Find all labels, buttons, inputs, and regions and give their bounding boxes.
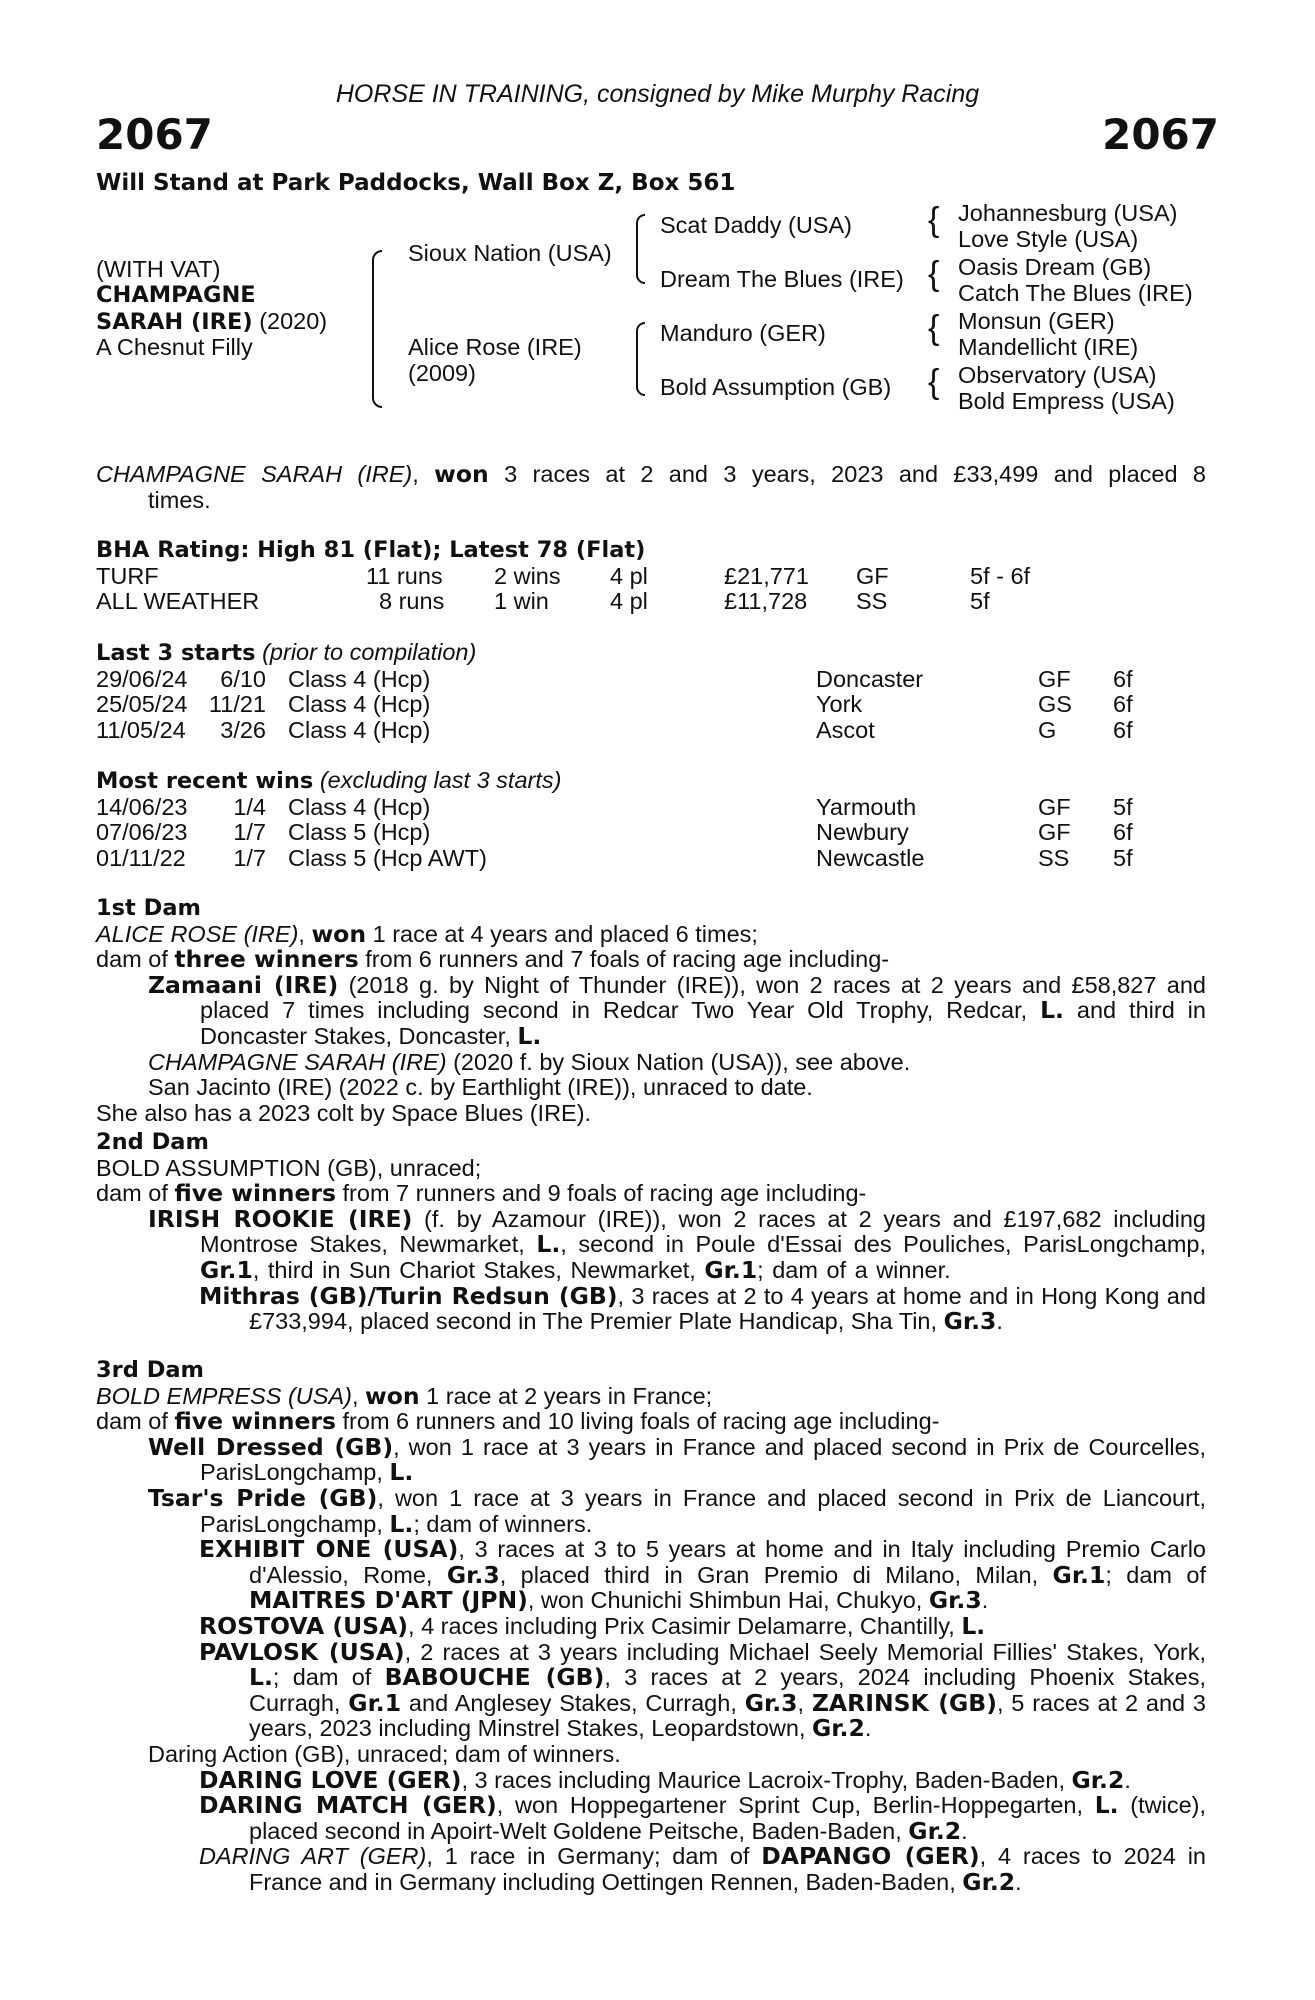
grade: Gr.3 [446,1560,500,1589]
g4-2: Love Style (USA) [958,226,1139,252]
text: . [1015,1868,1022,1895]
bha-surface: ALL WEATHER [96,588,260,615]
dist: 5f [1113,844,1133,871]
course: Doncaster [816,665,924,692]
second-dam-heading: 2nd Dam [96,1129,209,1155]
dist: 6f [1113,691,1133,718]
text: , second in Poule d'Essai des Pouliches, ParisLongchamp, [560,1231,1207,1258]
grade: Gr.1 [704,1255,758,1284]
going: GF [1038,793,1071,820]
bha-going: GF [856,562,889,589]
date: 29/06/24 [96,665,188,692]
grade: Gr.1 [348,1688,402,1717]
g4-8: Bold Empress (USA) [958,388,1175,414]
text: , 4 races to 2024 in France and in Germany including Oettingen Rennen, Baden-Baden, [249,1843,1207,1895]
g4-4: Catch The Blues (IRE) [958,280,1193,306]
brace-gen1 [372,250,382,408]
g4-1: Johannesburg (USA) [958,200,1178,226]
text: , 1 race in Germany; dam of [426,1843,762,1870]
dist: 6f [1113,819,1133,846]
pos: 1/7 [233,819,266,846]
bha-heading: BHA Rating: High 81 (Flat); Latest 78 (Flat) [96,537,646,563]
first-dam-heading: 1st Dam [96,895,201,921]
text: and third in Doncaster Stakes, Doncaster, [200,997,1206,1049]
text: . [864,1715,872,1742]
last3-note: (prior to compilation) [262,639,477,665]
text: , 3 races at 3 to 5 years at home and in Italy including Premio Carlo d'Alessio, Rome, [249,1536,1206,1588]
bha-wins: 1 win [494,588,549,615]
bha-wins: 2 wins [494,562,561,589]
progeny-name: Mithras (GB)/Turin Redsun (GB) [199,1281,618,1310]
grade: Gr.2 [908,1816,962,1845]
dam: Alice Rose (IRE) [408,334,582,360]
course: Yarmouth [816,793,917,820]
progeny-name: BABOUCHE (GB) [384,1663,605,1692]
text: (twice), placed second in Apoirt-Welt Goldene Peitsche, Baden-Baden, [249,1792,1207,1844]
text: , won 1 race at 3 years in France and placed second in Prix de Courcelles, ParisLongchamp, [200,1433,1206,1486]
brace-g4b: { [928,255,940,293]
grade: Gr.3 [943,1307,997,1336]
course: Newbury [816,819,909,846]
text: dam of [96,946,175,973]
going: SS [1038,844,1070,871]
text: (2020 f. by Sioux Nation (USA)), see above. [446,1048,911,1075]
brace-sire [636,214,645,284]
dam-sire: Manduro (GER) [660,320,826,346]
vat-note: (WITH VAT) [96,256,221,282]
grade: Gr.1 [200,1255,253,1284]
pedigree-table [96,200,1216,414]
winners-count: five winners [174,1179,336,1208]
progeny-name: PAVLOSK (USA) [199,1637,405,1666]
course: Newcastle [816,844,925,871]
bha-prize: £11,728 [724,588,808,615]
going: GF [1038,665,1071,692]
third-dam-section [96,1358,1206,1895]
bha-runs: 11 runs [366,562,443,589]
g4-5: Monsun (GER) [958,308,1115,334]
text: ; dam of [1105,1561,1206,1588]
last3-section [96,640,1206,743]
first-dam-section [96,896,1206,1126]
text: ; dam of winners. [413,1510,593,1537]
text: , won 1 race at 3 years in France and placed second in Prix de Liancourt, ParisLongchamp, [200,1484,1206,1537]
progeny-name: ROSTOVA (USA) [199,1611,409,1640]
bha-surface: TURF [96,562,159,589]
recent-row [96,820,1206,846]
text: , [797,1689,812,1716]
text: , 2 races at 3 years including Michael Seely Memorial Fillies' Stakes, York, [404,1638,1207,1665]
brace-dam [636,322,645,396]
progeny-name: DARING LOVE (GER) [199,1765,462,1794]
grade: Gr.2 [812,1714,865,1743]
bha-row [96,564,1206,590]
text: . [961,1817,968,1844]
summary-horse: CHAMPAGNE SARAH (IRE) [96,461,413,487]
pos: 11/21 [208,691,266,718]
stand-location: Will Stand at Park Paddocks, Wall Box Z, Box 561 [96,170,736,196]
progeny-name: MAITRES D'ART (JPN) [249,1586,528,1615]
bha-dist: 5f [970,588,990,615]
recent-row [96,846,1206,872]
bha-row [96,589,1206,615]
bha-section [96,538,1206,615]
class: Class 4 (Hcp) [288,691,431,718]
last3-row [96,692,1206,718]
dist: 5f [1113,793,1133,820]
recent-note: (excluding last 3 starts) [319,767,562,793]
text: , 3 races at 2 to 4 years at home and in Hong Kong and £733,994, placed second in The Premier Plate Handicap, Sha Tin, [249,1282,1206,1335]
brace-g4a: { [928,201,940,239]
g4-7: Observatory (USA) [958,362,1157,388]
won: won [311,919,367,948]
date: 25/05/24 [96,691,188,718]
text: , 3 races at 2 years, 2024 including Phoenix Stakes, Curragh, [249,1664,1207,1716]
grade: Gr.1 [1052,1560,1106,1589]
grade: L. [1094,1791,1119,1820]
grade: Gr.2 [962,1867,1016,1896]
horse-year: (2020) [259,308,328,334]
bha-dist: 5f - 6f [970,562,1031,589]
winners-count: five winners [174,1407,336,1436]
brace-g4d: { [928,363,940,401]
going: GS [1038,691,1072,718]
bha-pl: 4 pl [610,588,648,615]
text: , won Chunichi Shimbun Hai, Chukyo, [527,1587,929,1614]
grade: L. [1040,996,1064,1025]
progeny-name: Well Dressed (GB) [148,1432,394,1461]
text: ; dam of a winner. [757,1256,951,1283]
bha-runs: 8 runs [379,588,445,615]
progeny-name: EXHIBIT ONE (USA) [199,1535,459,1564]
bha-pl: 4 pl [610,562,648,589]
text: (f. by Azamour (IRE)), won 2 races at 2 years and £197,682 including Montrose Stakes, Newmarket, [200,1205,1207,1258]
pos: 1/4 [233,793,266,820]
dist: 6f [1113,716,1133,743]
text: , placed third in Gran Premio di Milano, Milan, [499,1561,1053,1588]
text: and Anglesey Stakes, Curragh, [401,1689,745,1716]
text: , third in Sun Chariot Stakes, Newmarket, [252,1256,705,1283]
progeny-name: DARING MATCH (GER) [199,1791,497,1820]
summary-text-2: times. [148,486,211,513]
class: Class 5 (Hcp) [288,819,431,846]
summary-won: won [434,460,489,488]
grade: L. [249,1663,273,1692]
g4-3: Oasis Dream (GB) [958,254,1152,280]
sire-dam: Dream The Blues (IRE) [660,266,904,292]
third-dam-heading: 3rd Dam [96,1357,204,1383]
horse-description: A Chesnut Filly [96,334,253,360]
consignment-line: HORSE IN TRAINING, consigned by Mike Murphy Racing [335,80,980,108]
g4-6: Mandellicht (IRE) [958,334,1139,360]
text: (2018 g. by Night of Thunder (IRE)), won 2 races at 2 years and £58,827 and placed 7 times including second in Redcar Two Year Old Trophy, Redcar, [200,971,1206,1024]
recent-section [96,768,1206,871]
sire: Sioux Nation (USA) [408,240,612,266]
recent-heading: Most recent wins [96,768,314,794]
grade: L. [389,1458,414,1487]
date: 11/05/24 [96,716,186,743]
progeny-name: IRISH ROOKIE (IRE) [148,1204,413,1233]
grade: Gr.2 [1071,1765,1125,1794]
text: 1 race at 2 years in France; [419,1382,713,1409]
text: , 5 races at 2 and 3 years, 2023 including Minstrel Stakes, Leopardstown, [249,1689,1206,1742]
brace-g4c: { [928,309,940,347]
text: from 6 runners and 10 living foals of racing age including- [335,1408,940,1435]
grade: L. [389,1509,414,1538]
text: ; dam of [272,1664,385,1691]
text: . [996,1308,1003,1335]
grade: L. [961,1611,986,1640]
progeny-name: DAPANGO (GER) [761,1842,980,1871]
progeny-line: She also has a 2023 colt by Space Blues (IRE). [96,1099,592,1126]
progeny-name: ZARINSK (GB) [811,1688,997,1717]
last3-heading: Last 3 starts [96,640,256,666]
winners-count: three winners [174,945,359,974]
won: won [365,1381,420,1410]
class: Class 4 (Hcp) [288,716,431,743]
text: , [298,920,312,947]
course: York [816,691,863,718]
text: from 7 runners and 9 foals of racing age including- [335,1180,867,1207]
class: Class 4 (Hcp) [288,665,431,692]
text: from 6 runners and 7 foals of racing age including- [358,946,890,973]
dam-dam: Bold Assumption (GB) [660,374,892,400]
recent-row [96,795,1206,821]
progeny-name: DARING ART (GER) [199,1843,427,1870]
text: dam of [96,1408,175,1435]
horse-name-line2: SARAH (IRE) [96,309,253,335]
date: 01/11/22 [96,844,186,871]
dist: 6f [1113,665,1133,692]
last3-row [96,718,1206,744]
date: 14/06/23 [96,793,188,820]
progeny-name: Tsar's Pride (GB) [148,1483,378,1512]
text: 1 race at 4 years and placed 6 times; [366,920,758,947]
dam-name: ALICE ROSE (IRE) [96,920,299,947]
going: GF [1038,819,1071,846]
grade: L. [536,1230,561,1259]
text: , 4 races including Prix Casimir Delamarre, Chantilly, [408,1612,962,1639]
text: . [981,1587,989,1614]
class: Class 5 (Hcp AWT) [288,844,487,871]
pos: 6/10 [220,665,266,692]
grade: Gr.3 [744,1688,798,1717]
pos: 1/7 [233,844,266,871]
progeny-name: CHAMPAGNE SARAH (IRE) [148,1048,447,1075]
second-dam-section [96,1130,1206,1335]
sire-sire: Scat Daddy (USA) [660,212,852,238]
text: , 3 races including Maurice Lacroix-Trophy, Baden-Baden, [461,1766,1072,1793]
course: Ascot [816,716,875,743]
grade: L. [517,1021,542,1050]
text: , won Hoppegartener Sprint Cup, Berlin-Hoppegarten, [496,1792,1095,1819]
progeny-line: San Jacinto (IRE) (2022 c. by Earthlight (IRE)), unraced to date. [148,1074,813,1101]
lot-number-right: 2067 [1102,110,1219,159]
pos: 3/26 [220,716,266,743]
date: 07/06/23 [96,819,188,846]
race-summary: CHAMPAGNE SARAH (IRE), won 3 races at 2 and 3 years, 2023 and £33,499 and placed 8 times. [96,460,1206,513]
horse-name-line1: CHAMPAGNE [96,282,256,308]
dam-year: (2009) [408,360,476,386]
going: G [1038,716,1057,743]
lot-number-left: 2067 [96,110,213,159]
text: dam of [96,1180,175,1207]
text: . [1124,1766,1131,1793]
dam-name: BOLD ASSUMPTION (GB), unraced; [96,1154,482,1181]
progeny-line: Daring Action (GB), unraced; dam of winners. [148,1740,621,1767]
class: Class 4 (Hcp) [288,793,431,820]
progeny-name: Zamaani (IRE) [148,970,339,999]
bha-going: SS [856,588,888,615]
summary-text: 3 races at 2 and 3 years, 2023 and £33,499 and placed 8 [488,461,1206,487]
dam-name: BOLD EMPRESS (USA) [96,1382,352,1409]
last3-row [96,667,1206,693]
grade: Gr.3 [928,1586,982,1615]
bha-prize: £21,771 [724,562,809,589]
horse-name-line2-wrap [96,308,327,335]
text: , [351,1382,366,1409]
